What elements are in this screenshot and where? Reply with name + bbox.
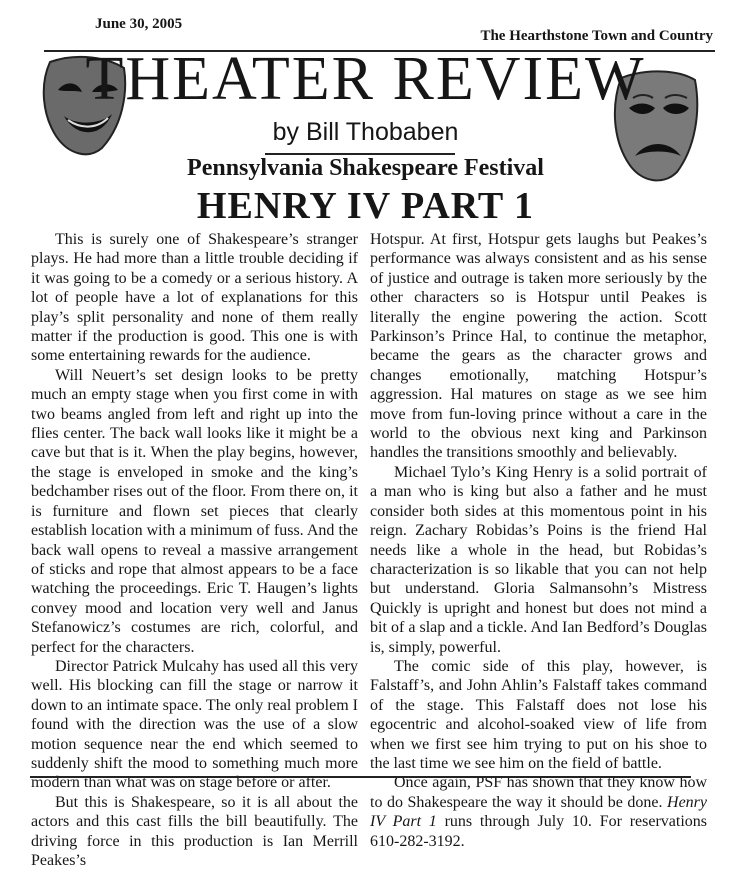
paragraph: But this is Shakespeare, so it is all about the actors and this cast fills the bill beautifully. The driving force in this production is Ian Merrill Peakes’s [31, 793, 358, 869]
paragraph: The comic side of this play, however, is Falstaff’s, and John Ahlin’s Falstaff takes command of the stage. This Falstaff does not lose his egocentric and alcohol-soaked view of life from when we first see him trying to put on his shoe to the last time we see him on the field of battle. [370, 657, 707, 772]
section-title: THEATER REVIEW [85, 45, 646, 113]
article-column-left [31, 230, 358, 870]
paragraph: Will Neuert’s set design looks to be pretty much an empty stage when you first come in with two beams angled from left and right up into the flies center. The back wall looks like it might be a cave but that is it. When the play begins, however, the stage is enveloped in smoke and the king’s bedchamber rises out of the floor. From there on, it is furniture and flown set pieces that clearly establish location with a minimum of fuss. And the back wall opens to reveal a massive arrangement of sticks and rope that almost appears to be a face watching the proceedings. Eric T. Haugen’s lights convey mood and location very well and Janus Stefanowicz’s costumes are rich, colorful, and perfect for the characters. [31, 366, 358, 656]
paragraph: This is surely one of Shakespeare’s stranger plays. He had more than a little trouble deciding if it was going to be a comedy or a serious history. A lot of people have a lot of explanations for this play’s split personality and none of them really matter if the production is good. This one is with some entertaining rewards for the audience. [31, 231, 358, 365]
article-column-right [370, 230, 707, 851]
play-title-inline: Henry IV Part 1 [370, 793, 707, 831]
byline: by Bill Thobaben [272, 118, 459, 146]
paragraph: Hotspur. At first, Hotspur gets laughs but Peakes’s performance was always consistent and as his sense of justice and outrage is taken more seriously by the other characters so is Hotspur until Peakes is literally the engine powering the action. Scott Parkinson’s Prince Hal, to continue the metaphor, became the gears as the character grows and changes emotionally, matching Hotspur’s aggression. Hal matures on stage as we see him move from fun-loving prince without a care in the world to the obvious next king and Parkinson handles the transitions smoothly and believably. [370, 231, 707, 462]
closing-paragraph [370, 773, 707, 851]
play-title: HENRY IV PART 1 [196, 185, 535, 227]
closing-text-end: runs through July 10. For reservations 610-282-3192. [370, 813, 708, 850]
issue-date: June 30, 2005 [95, 16, 183, 32]
paragraph: Director Patrick Mulcahy has used all this very well. His blocking can fill the stage or narrow it down to an intimate space. The only real problem I found with the direction was the use of a slow motion sequence near the end which seemed to suddenly shift the mood to something much more modern than what was on stage before or after. [31, 657, 358, 792]
newspaper-name: The Hearthstone Town and Country [480, 28, 713, 44]
footer-rule [30, 776, 691, 778]
closing-text: Once again, PSF has shown that they know how to do Shakespeare the way it should be done. [370, 774, 707, 811]
paragraph: Michael Tylo’s King Henry is a solid portrait of a man who is king but also a father and he must consider both sides at this momentous point in his reign. Zachary Robidas’s Poins is the friend Hal needs like a whole in the head, but Robidas’s characterization is so likable that you can not help but understand. Gloria Salmansohn’s Mistress Quickly is upright and honest but does not mind a bit of a slap and a tickle. And Ian Bedford’s Douglas is, simply, powerful. [370, 463, 707, 656]
festival-name: Pennsylvania Shakespeare Festival [187, 155, 544, 181]
